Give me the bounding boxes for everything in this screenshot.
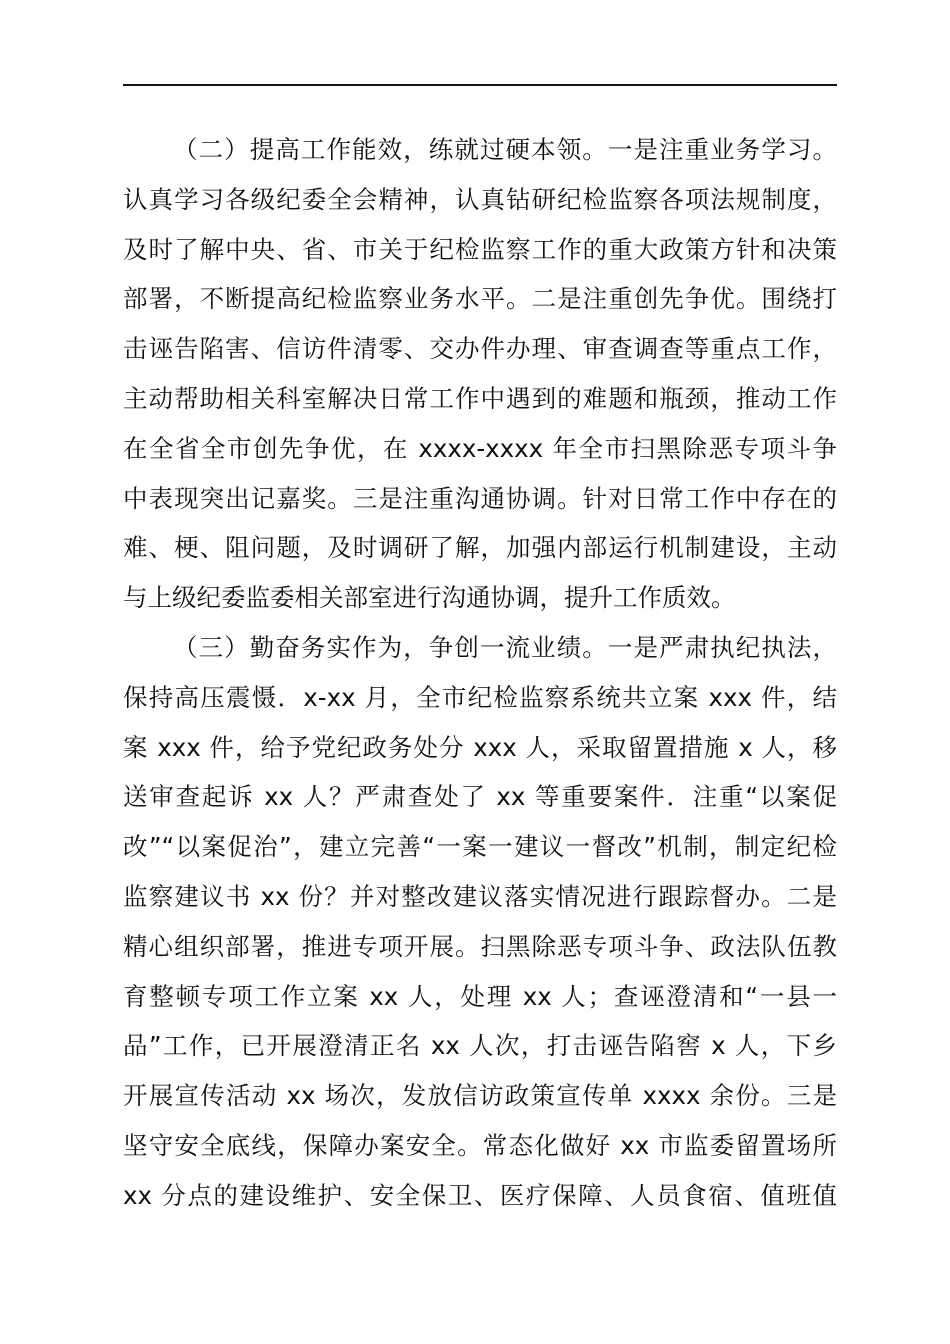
paragraph-2-line-12: xx 分点的建设维护、安全保卫、医疗保障、人员食宿、值班值 bbox=[123, 1180, 837, 1210]
paragraph-2-line-10: 开展宣传活动 xx 场次，发放信访政策宣传单 xxxx 余份。三是 bbox=[123, 1081, 837, 1111]
paragraph-2-line-8: 育整顿专项工作立案 xx 人，处理 xx 人；查诬澄清和“一县一 bbox=[123, 981, 837, 1011]
header-rule bbox=[123, 84, 837, 86]
paragraph-1-line-4: 部署，不断提高纪检监察业务水平。二是注重创先争优。围绕打 bbox=[123, 284, 837, 314]
paragraph-1-line-9: 难、梗、阻问题，及时调研了解，加强内部运行机制建设，主动 bbox=[123, 533, 837, 563]
paragraph-2-line-9: 品”工作，已开展澄清正名 xx 人次，打击诬告陷窖 x 人，下乡 bbox=[123, 1031, 837, 1061]
paragraph-1-line-5: 击诬告陷害、信访件清零、交办件办理、审查调查等重点工作， bbox=[123, 334, 837, 364]
paragraph-1-line-1: （二）提高工作能效，练就过硬本领。一是注重业务学习。 bbox=[173, 135, 837, 164]
paragraph-2-line-3: 案 xxx 件，给予党纪政务处分 xxx 人，采取留置措施 x 人，移 bbox=[123, 732, 837, 762]
paragraph-2-line-4: 送审查起诉 xx 人？严肃查处了 xx 等重要案件．注重“以案促 bbox=[123, 782, 837, 812]
paragraph-2-line-7: 精心组织部署，推进专项开展。扫黑除恶专项斗争、政法队伍教 bbox=[123, 931, 837, 961]
paragraph-2-line-5: 改”“以案促治”，建立完善“一案一建议一督改”机制，制定纪检 bbox=[123, 832, 837, 862]
paragraph-2-line-6: 监察建议书 xx 份？并对整改建议落实情况进行跟踪督办。二是 bbox=[123, 881, 837, 911]
paragraph-1-line-10: 与上级纪委监委相关部室进行沟通协调，提升工作质效。 bbox=[123, 583, 736, 613]
paragraph-2-line-1: （三）勤奋务实作为，争创一流业绩。一是严肃执纪执法， bbox=[173, 632, 837, 662]
paragraph-1-line-6: 主动帮助相关科室解决日常工作中遇到的难题和瓶颈，推动工作 bbox=[123, 383, 837, 413]
paragraph-1-line-2: 认真学习各级纪委全会精神，认真钻研纪检监察各项法规制度， bbox=[123, 184, 837, 214]
paragraph-1-line-7: 在全省全市创先争优，在 xxxx-xxxx 年全市扫黑除恶专项斗争 bbox=[123, 433, 837, 463]
paragraph-2-line-2: 保持高压震慑．x-xx 月，全市纪检监察系统共立案 xxx 件，结 bbox=[123, 682, 837, 712]
body-text bbox=[123, 125, 837, 1221]
paragraph-2-line-11: 坚守安全底线，保障办案安全。常态化做好 xx 市监委留置场所 bbox=[123, 1130, 837, 1160]
paragraph-1-line-8: 中表现突出记嘉奖。三是注重沟通协调。针对日常工作中存在的 bbox=[123, 483, 837, 513]
paragraph-1-line-3: 及时了解中央、省、市关于纪检监察工作的重大政策方针和决策 bbox=[123, 234, 837, 264]
